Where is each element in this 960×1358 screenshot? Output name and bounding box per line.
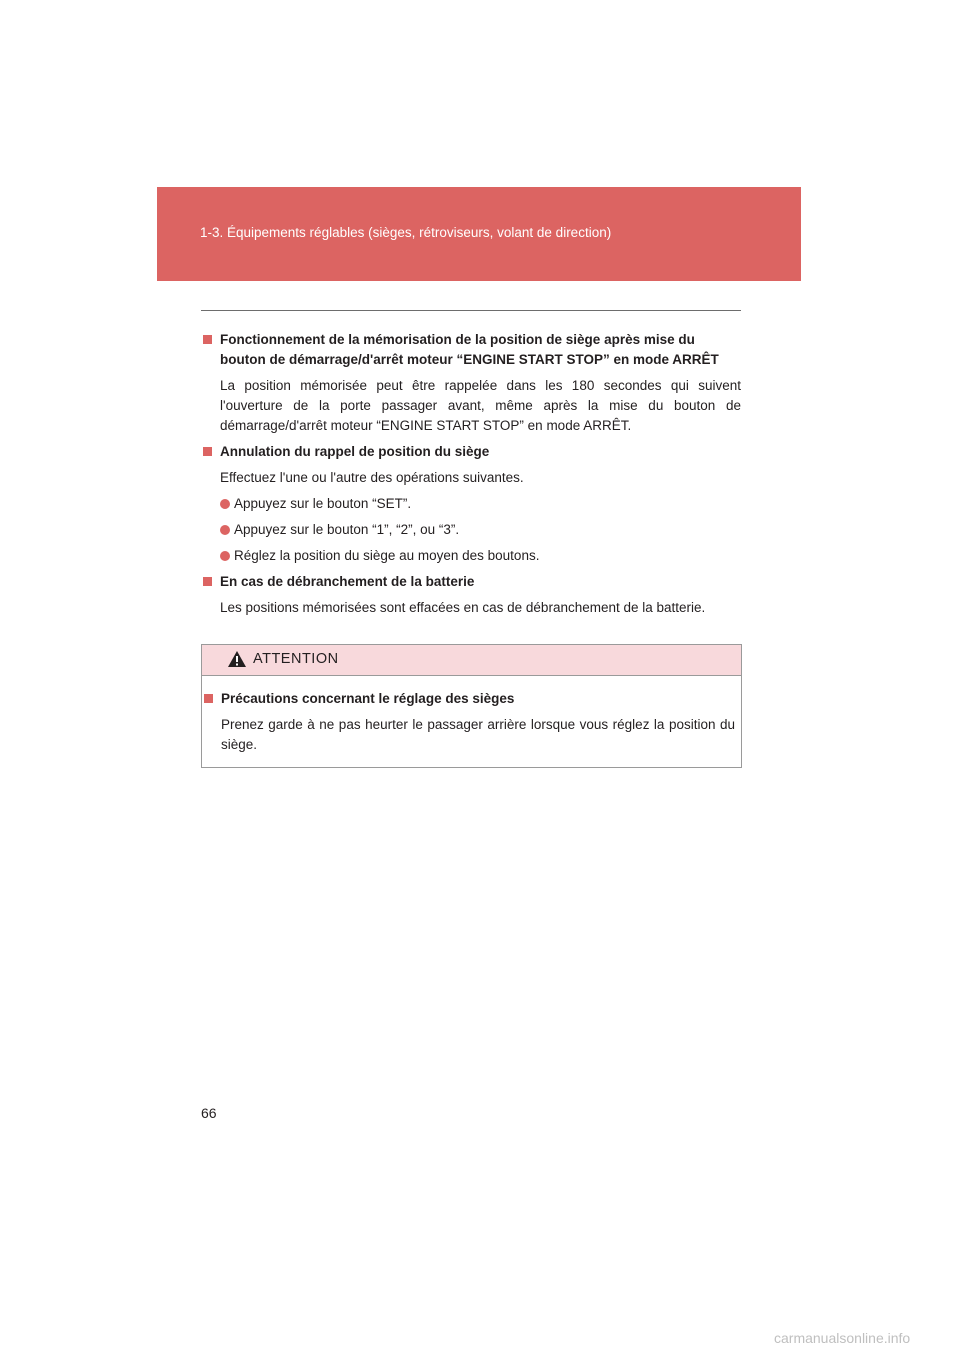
caution-heading-text: Précautions concernant le réglage des sièges xyxy=(221,691,515,706)
square-bullet-icon xyxy=(204,694,213,703)
caution-box xyxy=(201,644,742,768)
section-heading xyxy=(201,330,741,370)
square-bullet-icon xyxy=(203,447,212,456)
list-item-text: Appuyez sur le bouton “SET”. xyxy=(234,496,412,511)
list-item-text: Réglez la position du siège au moyen des boutons. xyxy=(234,548,540,563)
section-paragraph: La position mémorisée peut être rappelée dans les 180 secondes qui suivent l'ouverture de la porte passager avant, même après la mise du bouton de démarrage/d'arrêt moteur “ENGINE START STOP” en mode ARRÊT. xyxy=(220,378,741,433)
section-heading xyxy=(201,572,741,592)
round-bullet-icon xyxy=(220,525,230,535)
page-number: 66 xyxy=(201,1105,217,1121)
section-heading-text: Annulation du rappel de position du siège xyxy=(220,444,490,459)
list-item xyxy=(201,520,741,540)
caution-heading xyxy=(202,689,735,709)
warning-triangle-icon xyxy=(227,650,247,668)
section-title: 1-3. Équipements réglables (sièges, rétroviseurs, volant de direction) xyxy=(200,225,612,240)
square-bullet-icon xyxy=(203,577,212,586)
caution-body xyxy=(202,676,741,755)
divider xyxy=(201,310,741,311)
watermark: carmanualsonline.info xyxy=(774,1330,911,1346)
section-heading-text: Fonctionnement de la mémorisation de la position de siège après mise du bouton de démarrage/d'arrêt moteur “ENGINE START STOP” en mode ARRÊT xyxy=(220,332,719,367)
section-paragraph: Effectuez l'une ou l'autre des opérations suivantes. xyxy=(220,470,524,485)
section-paragraph: Les positions mémorisées sont effacées en cas de débranchement de la batterie. xyxy=(220,600,706,615)
square-bullet-icon xyxy=(203,335,212,344)
section-heading xyxy=(201,442,741,462)
list-item-text: Appuyez sur le bouton “1”, “2”, ou “3”. xyxy=(234,522,460,537)
caution-header xyxy=(202,645,741,676)
caution-paragraph: Prenez garde à ne pas heurter le passager arrière lorsque vous réglez la position du siège. xyxy=(221,717,735,752)
main-content xyxy=(201,330,741,624)
caution-title: ATTENTION xyxy=(253,651,339,667)
list-item xyxy=(201,546,741,566)
round-bullet-icon xyxy=(220,499,230,509)
round-bullet-icon xyxy=(220,551,230,561)
section-heading-text: En cas de débranchement de la batterie xyxy=(220,574,475,589)
list-item xyxy=(201,494,741,514)
